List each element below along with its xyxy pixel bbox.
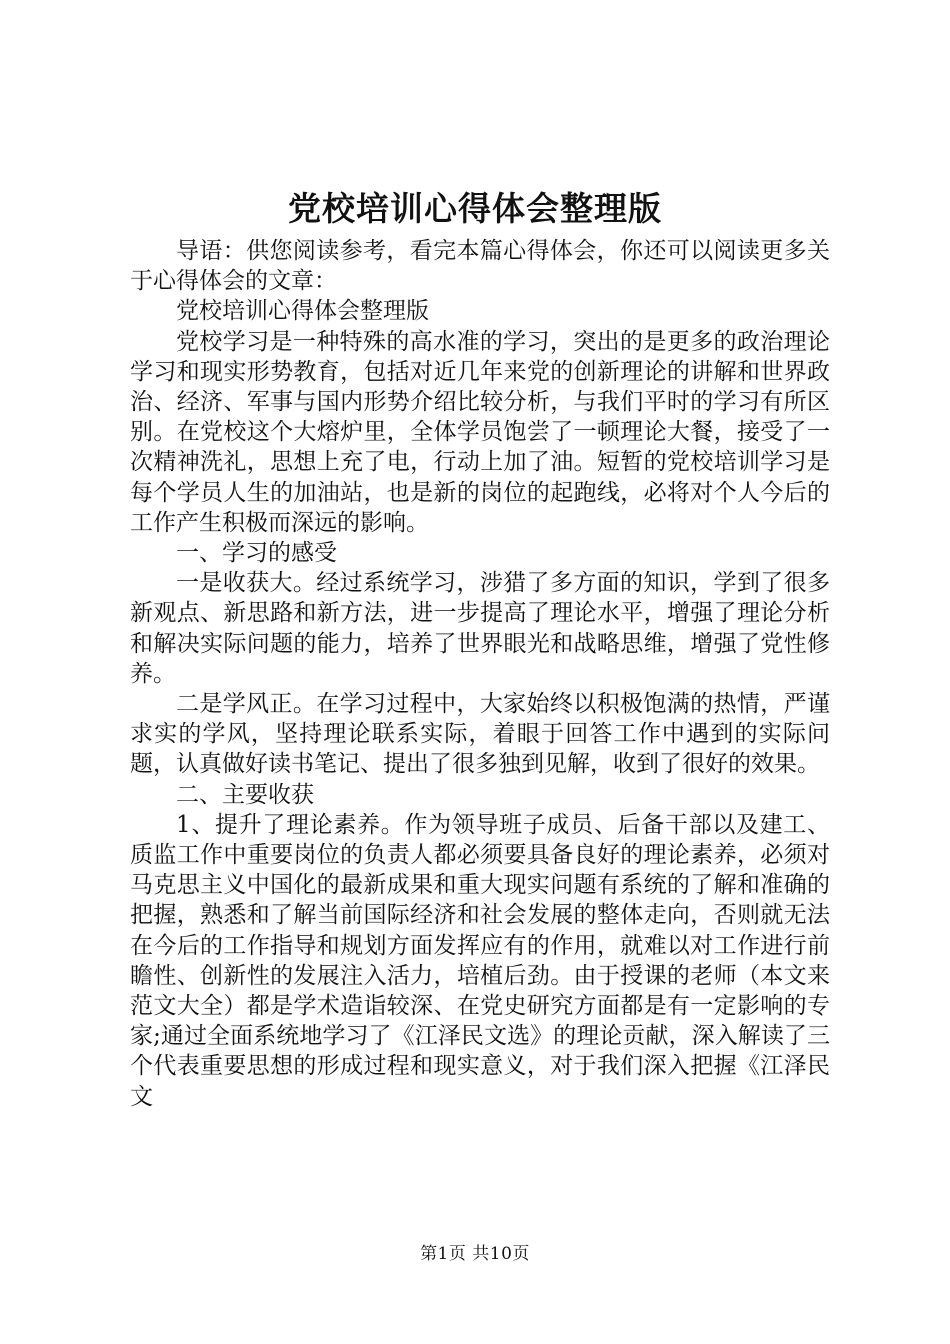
body-paragraph: 二是学风正。在学习过程中，大家始终以积极饱满的热情，严谨求实的学风，坚持理论联系实际，着眼于回答工作中遇到的实际问题，认真做好读书笔记、提出了很多独到见解，收到了很好的效果。 (130, 691, 830, 778)
body-paragraph: 1、提升了理论素养。作为领导班子成员、后备干部以及建工、质监工作中重要岗位的负责人都必须要具备良好的理论素养，必须对马克思主义中国化的最新成果和重大现实问题有系统的了解和准确的把握，熟悉和了解当前国际经济和社会发展的整体走向，否则就无法在今后的工作指导和规划方面发挥应有的作用，就难以对工作进行前瞻性、创新性的发展注入活力，培植后劲。由于授课的老师（本文来范文大全）都是学术造诣较深、在党史研究方面都是有一定影响的专家;通过全面系统地学习了《江泽民文选》的理论贡献，深入解读了三个代表重要思想的形成过程和现实意义，对于我们深入把握《江泽民文 (130, 811, 830, 1110)
document-body (130, 236, 830, 1112)
page-number-footer: 第1页 共10页 (420, 1244, 530, 1264)
document-title: 党校培训心得体会整理版 (288, 189, 662, 228)
subtitle-paragraph: 党校培训心得体会整理版 (176, 298, 429, 325)
section-heading: 一、学习的感受 (176, 540, 337, 567)
body-paragraph: 党校学习是一种特殊的高水准的学习，突出的是更多的政治理论学习和现实形势教育，包括对近几年来党的创新理论的讲解和世界政治、经济、军事与国内形势介绍比较分析，与我们平时的学习有所区别。在党校这个大熔炉里，全体学员饱尝了一顿理论大餐，接受了一次精神洗礼，思想上充了电，行动上加了油。短暂的党校培训学习是每个学员人生的加油站，也是新的岗位的起跑线，必将对个人今后的工作产生积极而深远的影响。 (130, 328, 830, 536)
intro-paragraph: 导语：供您阅读参考，看完本篇心得体会，你还可以阅读更多关于心得体会的文章： (130, 238, 830, 295)
body-paragraph: 一是收获大。经过系统学习，涉猎了多方面的知识，学到了很多新观点、新思路和新方法，进一步提高了理论水平，增强了理论分析和解决实际问题的能力，培养了世界眼光和战略思维，增强了党性修养。 (130, 570, 830, 687)
section-heading: 二、主要收获 (176, 781, 314, 808)
